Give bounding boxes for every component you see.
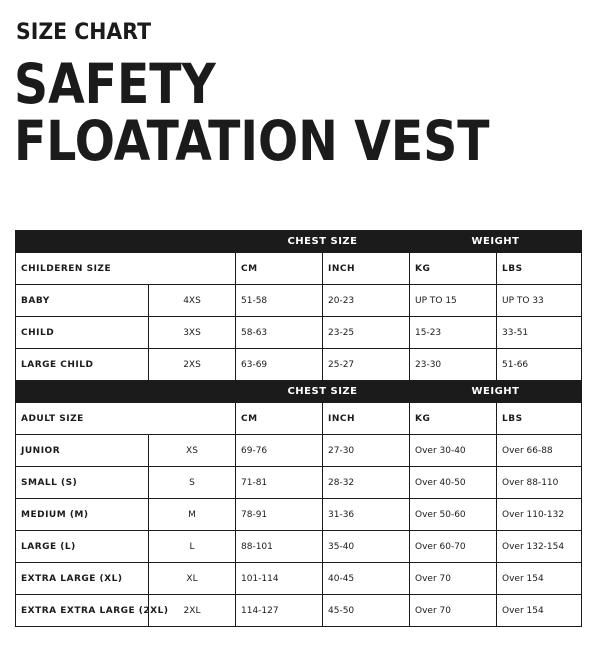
header-size: CHILDEREN SIZE xyxy=(16,253,236,285)
weight-heading: WEIGHT xyxy=(410,381,582,403)
chest-cm-cell: 69-76 xyxy=(236,435,323,467)
size-code-cell: M xyxy=(149,499,236,531)
weight-lbs-cell: UP TO 33 xyxy=(497,285,582,317)
weight-lbs-cell: 51-66 xyxy=(497,349,582,381)
header-size: ADULT SIZE xyxy=(16,403,236,435)
size-name-cell: EXTRA LARGE (XL) xyxy=(16,563,149,595)
title-line-1: SAFETY xyxy=(14,52,216,116)
size-code-cell: 2XS xyxy=(149,349,236,381)
chest-inch-cell: 27-30 xyxy=(323,435,410,467)
children-section xyxy=(16,231,582,381)
chest-inch-cell: 31-36 xyxy=(323,499,410,531)
weight-kg-cell: Over 70 xyxy=(410,595,497,627)
table-row xyxy=(16,349,582,381)
size-code-cell: 2XL xyxy=(149,595,236,627)
chest-cm-cell: 51-58 xyxy=(236,285,323,317)
header-inch: INCH xyxy=(323,253,410,285)
weight-lbs-cell: Over 154 xyxy=(497,563,582,595)
chest-cm-cell: 114-127 xyxy=(236,595,323,627)
chest-cm-cell: 71-81 xyxy=(236,467,323,499)
children-column-headers xyxy=(16,253,582,285)
table-row xyxy=(16,531,582,563)
chest-cm-cell: 101-114 xyxy=(236,563,323,595)
weight-kg-cell: Over 60-70 xyxy=(410,531,497,563)
size-name-cell: EXTRA EXTRA LARGE (2XL) xyxy=(16,595,149,627)
header-kg: KG xyxy=(410,403,497,435)
table-row xyxy=(16,435,582,467)
chest-inch-cell: 40-45 xyxy=(323,563,410,595)
table-row xyxy=(16,563,582,595)
chest-inch-cell: 35-40 xyxy=(323,531,410,563)
page-title xyxy=(14,52,490,173)
chest-size-heading: CHEST SIZE xyxy=(236,381,410,403)
size-code-cell: S xyxy=(149,467,236,499)
size-name-cell: MEDIUM (M) xyxy=(16,499,149,531)
table-row xyxy=(16,595,582,627)
size-code-cell: 4XS xyxy=(149,285,236,317)
adults-column-headers xyxy=(16,403,582,435)
size-name-cell: LARGE (L) xyxy=(16,531,149,563)
chest-inch-cell: 25-27 xyxy=(323,349,410,381)
chest-size-heading: CHEST SIZE xyxy=(236,231,410,253)
size-name-cell: LARGE CHILD xyxy=(16,349,149,381)
weight-lbs-cell: Over 110-132 xyxy=(497,499,582,531)
weight-heading: WEIGHT xyxy=(410,231,582,253)
chest-inch-cell: 28-32 xyxy=(323,467,410,499)
size-chart-label: SIZE CHART xyxy=(16,20,152,45)
size-code-cell: L xyxy=(149,531,236,563)
weight-kg-cell: Over 70 xyxy=(410,563,497,595)
chest-inch-cell: 20-23 xyxy=(323,285,410,317)
size-code-cell: XS xyxy=(149,435,236,467)
size-name-cell: BABY xyxy=(16,285,149,317)
table-row xyxy=(16,467,582,499)
children-band-header xyxy=(16,231,582,253)
chest-cm-cell: 78-91 xyxy=(236,499,323,531)
header-lbs: LBS xyxy=(497,403,582,435)
size-name-cell: SMALL (S) xyxy=(16,467,149,499)
table-row xyxy=(16,317,582,349)
weight-lbs-cell: Over 66-88 xyxy=(497,435,582,467)
size-code-cell: 3XS xyxy=(149,317,236,349)
size-name-cell: JUNIOR xyxy=(16,435,149,467)
size-chart-table xyxy=(15,230,582,627)
weight-lbs-cell: Over 88-110 xyxy=(497,467,582,499)
header-lbs: LBS xyxy=(497,253,582,285)
weight-lbs-cell: 33-51 xyxy=(497,317,582,349)
weight-kg-cell: Over 50-60 xyxy=(410,499,497,531)
size-code-cell: XL xyxy=(149,563,236,595)
header-cm: CM xyxy=(236,253,323,285)
adults-band-header xyxy=(16,381,582,403)
weight-lbs-cell: Over 132-154 xyxy=(497,531,582,563)
table-row xyxy=(16,499,582,531)
weight-kg-cell: Over 30-40 xyxy=(410,435,497,467)
weight-kg-cell: UP TO 15 xyxy=(410,285,497,317)
chest-cm-cell: 63-69 xyxy=(236,349,323,381)
header-kg: KG xyxy=(410,253,497,285)
chest-inch-cell: 23-25 xyxy=(323,317,410,349)
band-blank xyxy=(16,231,236,253)
table-row xyxy=(16,285,582,317)
weight-kg-cell: Over 40-50 xyxy=(410,467,497,499)
adults-section xyxy=(16,381,582,627)
weight-kg-cell: 15-23 xyxy=(410,317,497,349)
header-cm: CM xyxy=(236,403,323,435)
weight-lbs-cell: Over 154 xyxy=(497,595,582,627)
chest-cm-cell: 58-63 xyxy=(236,317,323,349)
chest-cm-cell: 88-101 xyxy=(236,531,323,563)
chest-inch-cell: 45-50 xyxy=(323,595,410,627)
size-name-cell: CHILD xyxy=(16,317,149,349)
weight-kg-cell: 23-30 xyxy=(410,349,497,381)
title-line-2: FLOATATION VEST xyxy=(14,109,490,173)
header-inch: INCH xyxy=(323,403,410,435)
band-blank xyxy=(16,381,236,403)
